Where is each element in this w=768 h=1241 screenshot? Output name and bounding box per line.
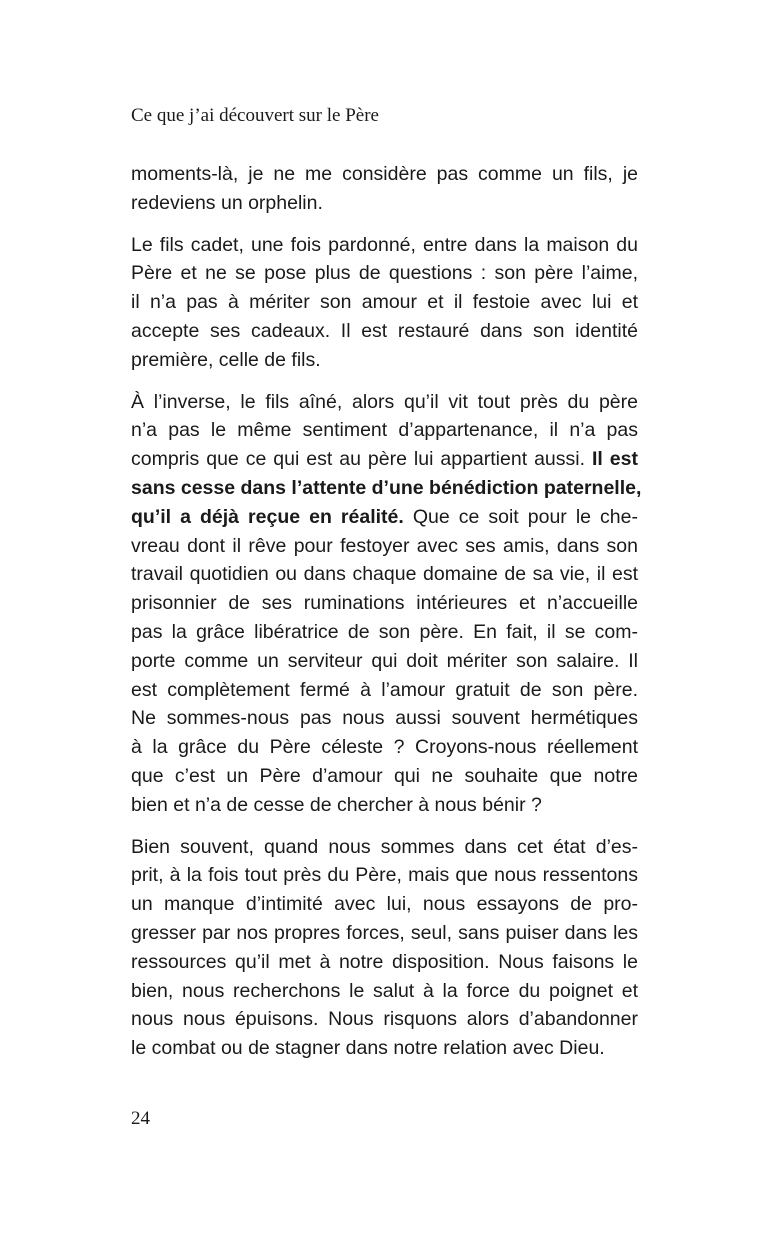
- text-segment: ressources qu’il met à notre disposition. Nous faisons le: [131, 950, 638, 973]
- text-segment: accepte ses cadeaux. Il est restauré dans son identité: [131, 319, 638, 342]
- text-line: [131, 977, 638, 1006]
- paragraph: [131, 160, 638, 218]
- text-segment: Bien souvent, quand nous sommes dans cet état d’es-: [131, 835, 638, 858]
- text-segment: prisonnier de ses ruminations intérieures et n’accueille: [131, 592, 638, 615]
- text-segment: vreau dont il rêve pour festoyer avec ses amis, dans son: [131, 534, 638, 557]
- text-line: [131, 1034, 638, 1063]
- text-line: [131, 676, 638, 705]
- text-line: [131, 189, 638, 218]
- bold-text: Il est: [592, 448, 638, 471]
- text-line: [131, 791, 638, 820]
- text-line: [131, 647, 638, 676]
- text-segment: bien, nous recherchons le salut à la force du poignet et: [131, 979, 638, 1002]
- text-line: [131, 560, 638, 589]
- paragraph: [131, 833, 638, 1063]
- book-page: [131, 0, 642, 1241]
- text-segment: n’a pas le même sentiment d’appartenance, il n’a pas: [131, 419, 638, 442]
- text-segment: redeviens un orphelin.: [131, 191, 323, 214]
- text-line: [131, 762, 638, 791]
- text-segment: pas la grâce libératrice de son père. En fait, il se com-: [131, 620, 638, 643]
- text-segment: prit, à la fois tout près du Père, mais que nous ressentons: [131, 864, 638, 887]
- text-line: [131, 416, 638, 445]
- text-line: [131, 532, 638, 561]
- text-segment: À l’inverse, le fils aîné, alors qu’il vit tout près du père: [131, 390, 638, 413]
- text-segment: Ne sommes-nous pas nous aussi souvent hermétiques: [131, 707, 638, 730]
- text-line: [131, 346, 638, 375]
- text-segment: Père et ne se pose plus de questions : son père l’aime,: [131, 262, 638, 285]
- body-text: [131, 160, 642, 1076]
- text-segment: gresser par nos propres forces, seul, sans puiser dans les: [131, 921, 638, 944]
- text-line: [131, 733, 638, 762]
- text-line: [131, 704, 638, 733]
- text-segment: il n’a pas à mériter son amour et il festoie avec lui et: [131, 291, 638, 314]
- text-segment: nous nous épuisons. Nous risquons alors d’abandonner: [131, 1008, 638, 1031]
- text-segment: que c’est un Père d’amour qui ne souhaite que notre: [131, 764, 638, 787]
- paragraph: [131, 231, 638, 375]
- text-segment: moments-là, je ne me considère pas comme un fils, je: [131, 163, 638, 185]
- text-line: [131, 474, 642, 503]
- text-line: [131, 919, 638, 948]
- text-segment: travail quotidien ou dans chaque domaine de sa vie, il est: [131, 563, 638, 586]
- text-segment: est complètement fermé à l’amour gratuit de son père.: [131, 678, 638, 701]
- text-segment: bien et n’a de cesse de chercher à nous bénir ?: [131, 793, 542, 816]
- bold-text: sans cesse dans l’attente d’une bénédiction paternelle,: [131, 476, 642, 499]
- text-line: [131, 890, 638, 919]
- text-segment: porte comme un serviteur qui doit mériter son salaire. Il: [131, 649, 638, 672]
- text-line: [131, 618, 638, 647]
- text-line: [131, 231, 638, 260]
- text-line: [131, 1005, 638, 1034]
- text-line: [131, 445, 638, 474]
- running-head: Ce que j’ai découvert sur le Père: [131, 105, 379, 126]
- text-line: [131, 288, 638, 317]
- text-segment: le combat ou de stagner dans notre relation avec Dieu.: [131, 1037, 605, 1060]
- text-segment: première, celle de fils.: [131, 348, 321, 371]
- text-segment: Que ce soit pour le che-: [403, 505, 638, 528]
- text-line: [131, 317, 638, 346]
- text-segment: compris que ce qui est au père lui appartient aussi.: [131, 448, 592, 471]
- text-line: [131, 861, 638, 890]
- text-segment: Le fils cadet, une fois pardonné, entre dans la maison du: [131, 233, 638, 256]
- text-line: [131, 259, 638, 288]
- text-segment: à la grâce du Père céleste ? Croyons-nous réellement: [131, 736, 638, 759]
- bold-text: qu’il a déjà reçue en réalité.: [131, 505, 404, 528]
- page-number: 24: [131, 1108, 150, 1129]
- text-line: [131, 160, 638, 189]
- text-line: [131, 388, 638, 417]
- text-segment: un manque d’intimité avec lui, nous essayons de pro-: [131, 893, 638, 916]
- text-line: [131, 589, 638, 618]
- text-line: [131, 503, 638, 532]
- paragraph: [131, 388, 642, 820]
- text-line: [131, 833, 638, 862]
- text-line: [131, 948, 638, 977]
